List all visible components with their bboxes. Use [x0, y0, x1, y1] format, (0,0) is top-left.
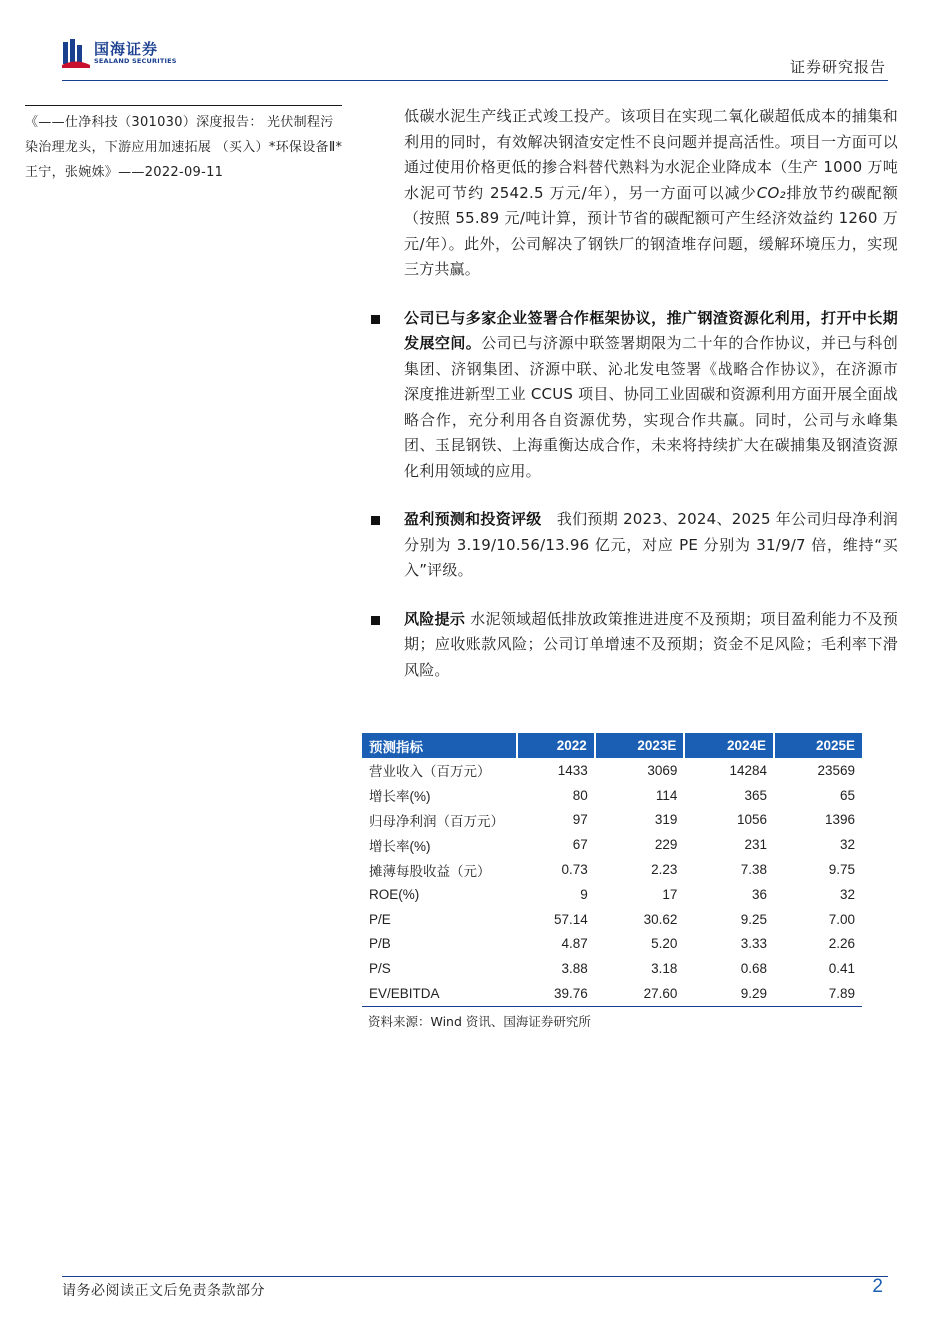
report-type-label: 证券研究报告	[789, 58, 886, 76]
bullet-forecast-rating	[404, 507, 898, 584]
intro-text: 低碳水泥生产线正式竣工投产。该项目在实现二氧化碳超低成本的捕集和利用的同时，有效解决钢渣安定性不良问题并提高活性。项目一方面可以通过使用价格更低的掺合料替代熟料为水泥企业降成本（生产 1000 万吨水泥可节约 2542.5 万元/年），另一方面可以减少	[404, 107, 898, 202]
table-cell: 2.26	[828, 936, 855, 952]
table-cell: ROE(%)	[369, 886, 420, 902]
table-cell: 1396	[824, 812, 855, 828]
table-cell: 摊薄每股收益（元）	[369, 863, 491, 879]
table-cell: 23569	[817, 762, 855, 778]
intro-text-continued: 排放节约碳配额（按照 55.89 元/吨计算，预计节省的碳配额可产生经济效益约 1260 万元/年）。此外，公司解决了钢铁厂的钢渣堆存问题，缓解环境压力，实现三方共赢。	[404, 183, 898, 278]
table-cell: 27.60	[595, 981, 685, 1006]
table-cell: 0.68	[740, 961, 767, 977]
table-cell: 9.25	[740, 911, 767, 927]
table-header-row	[362, 733, 862, 758]
table-cell: 营业收入（百万元）	[369, 764, 491, 780]
table-cell: 增长率(%)	[369, 789, 431, 805]
forecast-table-section	[362, 733, 862, 1030]
footer-divider	[62, 1276, 888, 1277]
related-report-reference[interactable]: 《——仕净科技（301030）深度报告： 光伏制程污染治理龙头，下游应用加速拓展 （买入）*环保设备Ⅱ*王宁，张婉姝》——2022-09-11	[25, 115, 343, 180]
table-row	[362, 932, 862, 957]
table-cell: 32	[839, 886, 855, 902]
table-cell: 3069	[647, 762, 678, 778]
table-row	[362, 981, 862, 1006]
table-cell: 319	[654, 812, 678, 828]
company-logo	[62, 38, 177, 68]
table-cell: 7.00	[828, 911, 855, 927]
table-cell: 4.87	[561, 936, 588, 952]
table-row	[362, 832, 862, 857]
table-cell: 57.14	[554, 911, 588, 927]
table-row	[362, 783, 862, 808]
page-header	[62, 38, 888, 82]
bullet-risk-warning	[404, 607, 898, 684]
sidebar-divider	[25, 105, 342, 106]
table-cell: 30.62	[643, 911, 678, 927]
bullet-text: 我们预期 2023、2024、2025 年公司归母净利润分别为 3.19/10.56/13.96 亿元，对应 PE 分别为 31/9/7 倍，维持“买入”评级。	[404, 510, 898, 579]
bullet-text: 水泥领域超低排放政策推进进度不及预期；项目盈利能力不及预期；应收账款风险；公司订单增速不及预期；资金不足风险；毛利率下滑风险。	[404, 609, 898, 679]
main-content	[404, 104, 898, 683]
logo-chinese-name: 国海证券	[94, 39, 159, 58]
table-row	[362, 882, 862, 907]
table-cell: 7.89	[774, 981, 862, 1006]
bullet-square-icon	[371, 616, 380, 625]
table-source-note: 资料来源：Wind 资讯、国海证券研究所	[368, 1013, 591, 1029]
table-cell: 14284	[729, 762, 767, 778]
table-header-cell: 2022	[517, 733, 595, 758]
table-row	[362, 956, 862, 981]
table-cell: P/E	[369, 911, 391, 927]
table-cell: 归母净利润（百万元）	[369, 813, 504, 829]
table-header-cell: 2025E	[774, 733, 862, 758]
bullet-text: 公司已与济源中联签署期限为二十年的合作协议，并已与科创集团、济钢集团、济源中联、沁北发电签署《战略合作协议》，在济源市深度推进新型工业 CCUS 项目、协同工业固碳和资源利用方面开展全面战略合作，充分利用各自资源优势，实现合作共赢。同时，公司与永峰集团、玉昆钢铁、上海重衡达成合作，未来将持续扩大在碳捕集及钢渣资源化利用领域的应用。	[404, 334, 898, 480]
table-header-cell: 2024E	[684, 733, 774, 758]
table-cell: 3.18	[651, 961, 678, 977]
intro-paragraph	[404, 104, 898, 283]
table-header-cell: 预测指标	[362, 733, 517, 758]
table-cell: EV/EBITDA	[362, 981, 517, 1006]
table-cell: 3.33	[740, 936, 767, 952]
header-divider	[62, 80, 888, 81]
table-cell: 365	[744, 787, 767, 803]
table-header-cell: 2023E	[595, 733, 685, 758]
table-cell: 增长率(%)	[369, 838, 431, 854]
bullet-heading: 盈利预测和投资评级	[404, 510, 542, 528]
table-cell: 80	[572, 787, 588, 803]
logo-english-name: SEALAND SECURITIES	[94, 56, 177, 65]
table-cell: 229	[654, 837, 678, 853]
table-cell: 2.23	[651, 862, 678, 878]
table-cell: 9	[580, 886, 588, 902]
page-number: 2	[872, 1276, 883, 1297]
table-cell: 0.41	[828, 961, 855, 977]
table-cell: 1056	[736, 812, 767, 828]
forecast-table	[362, 733, 862, 1007]
table-cell: 17	[662, 886, 678, 902]
table-cell: P/B	[369, 936, 391, 952]
table-cell: 65	[839, 787, 855, 803]
bullet-square-icon	[371, 516, 380, 525]
sealand-logo-icon	[62, 38, 90, 68]
table-cell: 9.75	[828, 862, 855, 878]
co2-formula: CO₂	[756, 183, 786, 202]
table-cell: 114	[655, 787, 678, 803]
table-cell: 1433	[557, 762, 588, 778]
table-row	[362, 808, 862, 833]
bullet-heading: 风险提示	[404, 609, 466, 628]
footer-disclaimer: 请务必阅读正文后免责条款部分	[62, 1283, 265, 1299]
table-cell: 0.73	[561, 862, 588, 878]
table-row	[362, 907, 862, 932]
table-cell: 231	[744, 837, 767, 853]
table-cell: 36	[751, 886, 767, 902]
table-cell: 3.88	[561, 961, 588, 977]
table-cell: P/S	[369, 961, 391, 977]
table-cell: 32	[839, 837, 855, 853]
table-cell: 7.38	[740, 862, 767, 878]
table-cell: 97	[572, 812, 588, 828]
table-row	[362, 758, 862, 783]
bullet-cooperation	[404, 306, 898, 485]
bullet-square-icon	[371, 315, 380, 324]
table-cell: 5.20	[651, 936, 678, 952]
bullet-heading: 公司已与多家企业签署合作框架协议，推广钢渣资源化利用，打开中长期发展空间。	[404, 308, 898, 352]
table-cell: 67	[572, 837, 588, 853]
table-cell: 39.76	[517, 981, 595, 1006]
table-row	[362, 857, 862, 882]
table-cell: 9.29	[684, 981, 774, 1006]
